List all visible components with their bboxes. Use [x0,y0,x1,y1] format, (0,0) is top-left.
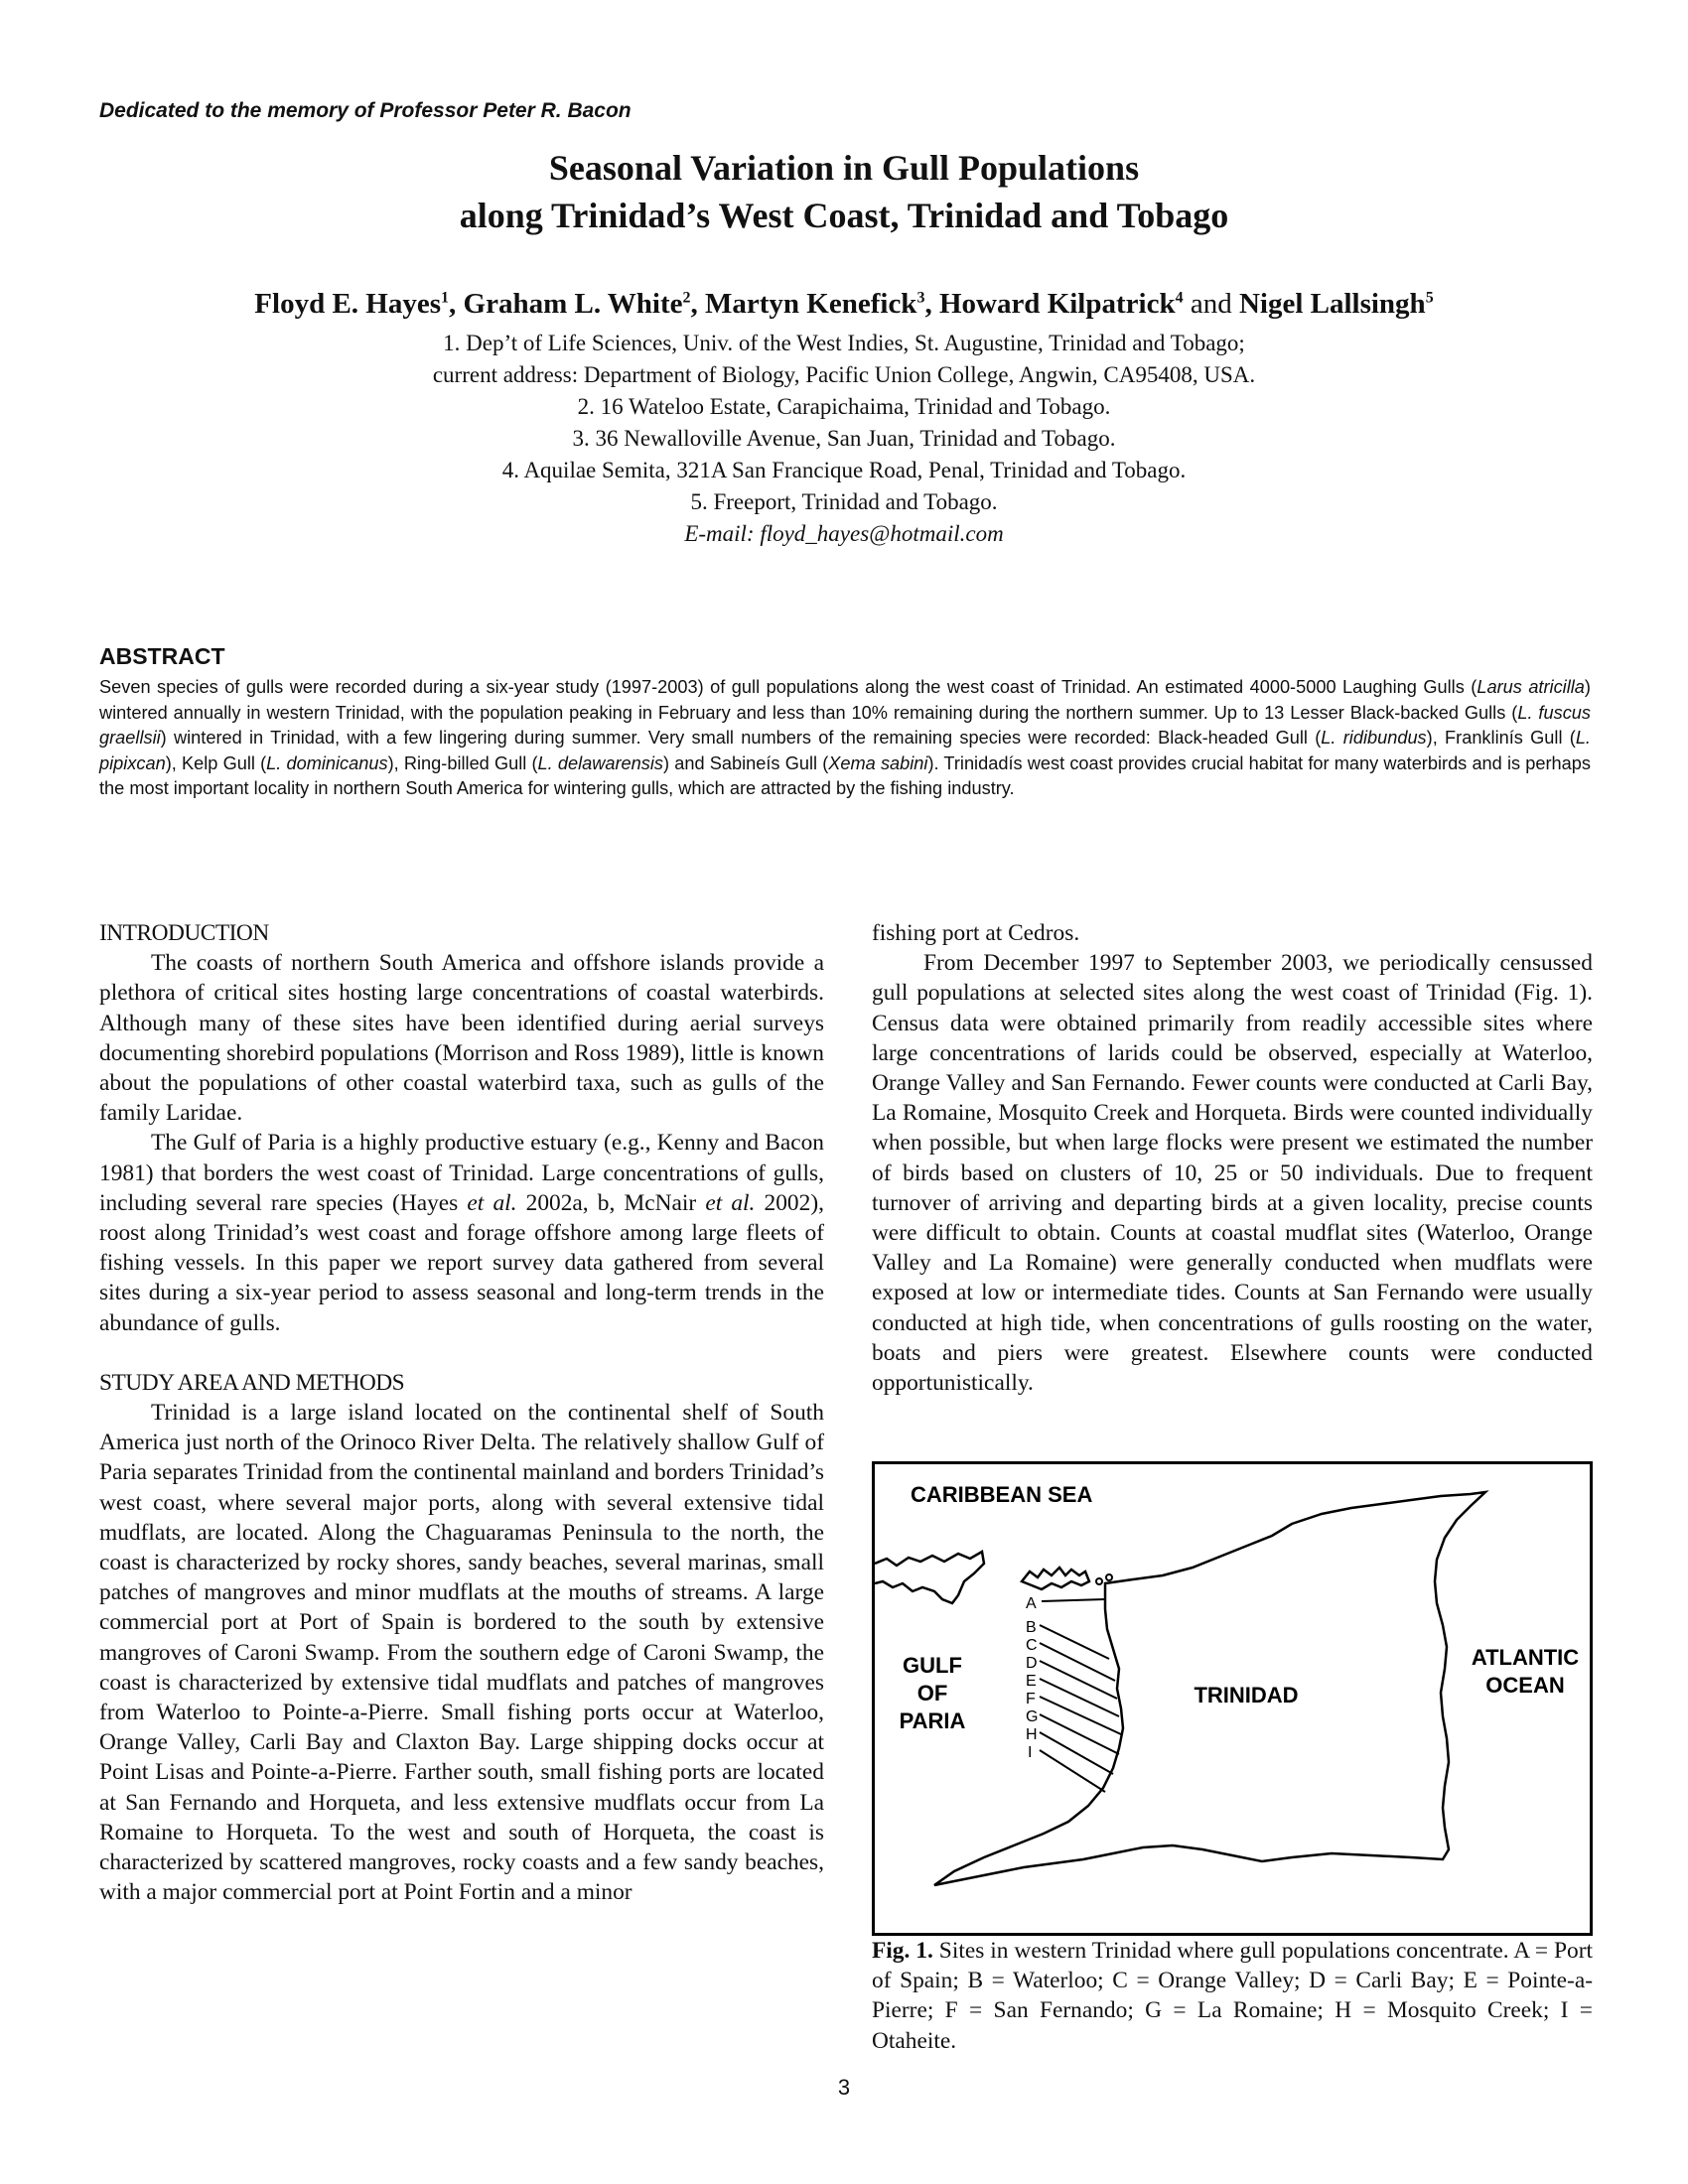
species-name: L. dominicanus [266,752,388,773]
title-line-2: along Trinidad’s West Coast, Trinidad and Tobago [459,196,1229,235]
author-name: Nigel Lallsingh [1238,288,1426,320]
paragraph: The coasts of northern South America and offshore islands provide a plethora of critical sites hosting large concentrations of coastal waterbirds. Although many of these sites have been identified during aerial surveys documenting shorebird populations (Morrison and Ross 1989), little is known about the populations of other coastal waterbird taxa, such as gulls of the family Laridae. [99,950,824,1127]
paper-title [0,144,1688,239]
site-letter: A [1026,1595,1037,1612]
site-line-D [1040,1661,1117,1699]
species-name: L. delawarensis [537,752,664,773]
site-line-I [1040,1750,1105,1792]
site-letter: C [1026,1637,1038,1654]
site-letter: G [1026,1708,1039,1725]
affiliation-line: current address: Department of Biology, Pacific Union College, Angwin, CA95408, USA. [432,362,1256,387]
bocas-islands [1022,1568,1089,1589]
affiliation-line: 5. Freeport, Trinidad and Tobago. [690,489,998,514]
abstract-text: ) wintered annually in western Trinidad, with the population peaking in February and less than 10% remaining during the northern summer. Up to 13 Lesser Black-backed Gulls ( [99,677,1591,723]
abstract-text: ), Kelp Gull ( [165,752,267,773]
species-name: L. pipixcan [99,728,1591,773]
site-line-G [1040,1714,1119,1754]
figure-map-trinidad [872,1461,1593,1936]
citation-etal: et al. [705,1189,756,1216]
affiliation-line: 3. 36 Newalloville Avenue, San Juan, Trinidad and Tobago. [572,426,1116,451]
dedication: Dedicated to the memory of Professor Peter R. Bacon [99,99,632,122]
label-ocean: OCEAN [1485,1673,1565,1698]
author-affil-mark: 4 [1175,289,1184,307]
site-line-A [1042,1599,1105,1601]
site-letter: D [1026,1655,1038,1672]
page-number: 3 [837,2075,851,2100]
abstract-heading: ABSTRACT [99,643,225,669]
label-of: OF [916,1681,948,1706]
species-name: L. ridibundus [1321,728,1427,748]
author-affil-mark: 3 [916,289,925,307]
right-column [872,918,1593,1398]
affiliations [0,328,1688,550]
section-heading-introduction: INTRODUCTION [99,920,269,946]
figure-caption [872,1936,1593,2056]
site-line-B [1040,1625,1109,1659]
author-name: Martyn Kenefick [705,288,917,320]
author-name: Graham L. White [463,288,683,320]
site-letter-labels [1026,1595,1038,1761]
species-name: Xema sabini [828,752,928,773]
author-name: Howard Kilpatrick [938,288,1176,320]
site-line-C [1040,1643,1115,1681]
paria-peninsula-coast [875,1552,984,1603]
abstract-body [99,675,1591,802]
author-list: Floyd E. Hayes$^1$, Graham L. White$^2$, Martyn Kenefick$^3$, Howard Kilpatrick$^4$ and Nigel Lallsingh$^5$ [254,288,1434,320]
affiliation-line: 2. 16 Wateloo Estate, Carapichaima, Trinidad and Tobago. [577,394,1111,419]
abstract-text: ) wintered in Trinidad, with a few lingering during summer. Very small numbers of the remaining species were recorded: Black-headed Gull ( [160,728,1322,748]
label-caribbean-sea: CARIBBEAN SEA [911,1482,1093,1507]
affiliation-line: 1. Dep’t of Life Sciences, Univ. of the West Indies, St. Augustine, Trinidad and Tobago; [443,331,1245,355]
islet [1106,1574,1112,1580]
site-letter: F [1026,1691,1036,1707]
site-letter: H [1026,1726,1038,1743]
abstract-text: ), Franklinís Gull ( [1426,728,1576,748]
caption-text: Sites in western Trinidad where gull populations concentrate. A = Port of Spain; B = Waterloo; C = Orange Valley; D = Carli Bay; E = Pointe-a-Pierre; F = San Fernando; G = La Romaine; H = Mosquito Creek; I = Otaheite. [872,1938,1593,2054]
section-heading-methods: STUDY AREA AND METHODS [99,1369,405,1396]
species-name: L. fuscus graellsii [99,702,1592,748]
site-letter: B [1026,1619,1037,1636]
paragraph-text: The Gulf of Paria is a highly productive estuary (e.g., Kenny and Bacon 1981) that borders the west coast of Trinidad. Large concentrations of gulls, including several rare species (Hayes [99,1130,824,1216]
paragraph [99,1128,824,1337]
paragraph-text: 2002), roost along Trinidad’s west coast and forage offshore among large fleets of fishing vessels. In this paper we report survey data gathered from several sites during a six-year period to assess seasonal and long-term trends in the abundance of gulls. [99,1189,824,1336]
species-name: Larus atricilla [1477,677,1585,697]
author-affil-mark: 1 [441,289,450,307]
abstract-text: ). Trinidadís west coast provides crucial habitat for many waterbirds and is perhaps the most important locality in northern South America for wintering gulls, which are attracted by the fishing industry. [99,752,1591,798]
site-line-F [1040,1697,1121,1734]
author-affil-mark: 2 [682,289,691,307]
citation-etal: et al. [467,1189,517,1216]
label-gulf: GULF [903,1653,962,1678]
left-column [99,918,824,1908]
author-affil-mark: 5 [1425,289,1434,307]
site-letter: E [1026,1673,1037,1690]
label-trinidad: TRINIDAD [1194,1683,1299,1707]
abstract-text: ) and Sabineís Gull ( [663,752,829,773]
affiliation-line: 4. Aquilae Semita, 321A San Francique Road, Penal, Trinidad and Tobago. [501,458,1187,482]
abstract-text: Seven species of gulls were recorded during a six-year study (1997-2003) of gull populations along the west coast of Trinidad. An estimated 4000-5000 Laughing Gulls ( [99,677,1477,697]
site-letter: I [1028,1744,1033,1761]
paragraph: Trinidad is a large island located on the continental shelf of South America just north of the Orinoco River Delta. The relatively shallow Gulf of Paria separates Trinidad from the continental mainland and borders Trinidad’s west coast, where several major ports, along with several extensive tidal mudflats, are located. Along the Chaguaramas Peninsula to the north, the coast is characterized by rocky shores, sandy beaches, several marinas, small patches of mangroves and minor mudflats at the mouths of streams. A large commercial port at Port of Spain is bordered to the south by extensive mangroves of Caroni Swamp. From the southern edge of Caroni Swamp, the coast is characterized by extensive tidal mudflats and patches of mangroves from Waterloo to Pointe-a-Pierre. Small fishing ports occur at Waterloo, Orange Valley, Carli Bay and Claxton Bay. Large shipping docks occur at Point Lisas and Pointe-a-Pierre. Farther south, small fishing ports are located at San Fernando and Horqueta, and less extensive mudflats occur from La Romaine to Horqueta. To the west and south of Horqueta, the coast is characterized by scattered mangroves, rocky coasts and a few sandy beaches, with a major commercial port at Point Fortin and a minor [99,1400,824,1906]
paragraph-continued: fishing port at Cedros. [872,920,1080,946]
contact-email: E-mail: floyd_hayes@hotmail.com [684,521,1004,546]
abstract-text: ), Ring-billed Gull ( [387,752,538,773]
paragraph: From December 1997 to September 2003, we periodically censussed gull populations at selected sites along the west coast of Trinidad (Fig. 1). Census data were obtained primarily from readily accessible sites where large concentrations of larids could be observed, especially at Waterloo, Orange Valley and San Fernando. Fewer counts were conducted at Carli Bay, La Romaine, Mosquito Creek and Horqueta. Birds were counted individually when possible, but when large flocks were present we estimated the number of birds based on clusters of 10, 25 or 50 individuals. Due to frequent turnover of arriving and departing birds at a given locality, precise counts were difficult to obtain. Counts at coastal mudflat sites (Waterloo, Orange Valley and La Romaine) were generally conducted when mudflats were exposed at low or intermediate tides. Counts at San Fernando were usually conducted at high tide, when concentrations of gulls roosting on the water, boats and piers were greatest. Elsewhere counts were conducted opportunistically. [872,950,1593,1397]
title-line-1: Seasonal Variation in Gull Populations [548,148,1140,188]
author-name: Floyd E. Hayes [254,288,442,320]
paragraph-text: 2002a, b, McNair [516,1189,706,1216]
islet [1096,1578,1102,1584]
caption-label: Fig. 1. [872,1938,933,1964]
label-paria: PARIA [899,1708,966,1733]
map-svg [875,1464,1590,1933]
authors-conjunction: and [1190,288,1232,320]
site-line-H [1040,1732,1113,1774]
site-line-E [1040,1679,1119,1716]
label-atlantic: ATLANTIC [1471,1645,1580,1670]
